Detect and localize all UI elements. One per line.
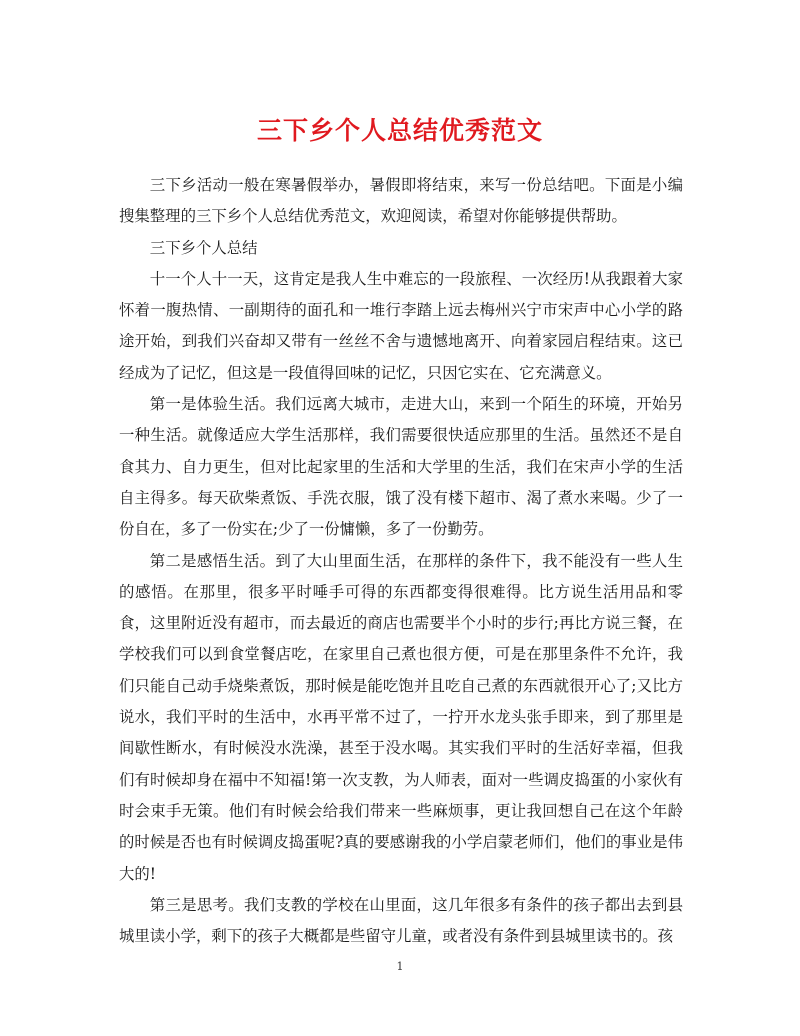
body-paragraph: 第一是体验生活。我们远离大城市，走进大山，来到一个陌生的环境，开始另一种生活。就像适应大学生活那样，我们需要很快适应那里的生活。虽然还不是自食其力、自力更生，但对比起家里的生活和大学里的生活，我们在宋声小学的生活自主得多。每天砍柴煮饭、手洗衣服，饿了没有楼下超市、渴了煮水来喝。少了一份自在，多了一份实在;少了一份慵懒，多了一份勤劳。 — [119, 395, 683, 539]
document-body — [119, 170, 683, 952]
page-number: 1 — [396, 960, 404, 973]
body-paragraph: 第二是感悟生活。到了大山里面生活，在那样的条件下，我不能没有一些人生的感悟。在那里，很多平时唾手可得的东西都变得很难得。比方说生活用品和零食，这里附近没有超市，而去最近的商店也需要半个小时的步行;再比方说三餐，在学校我们可以到食堂餐店吃，在家里自己煮也很方便，可是在那里条件不允许，我们只能自己动手烧柴煮饭，那时候是能吃饱并且吃自己煮的东西就很开心了;又比方说水，我们平时的生活中，水再平常不过了，一拧开水龙头张手即来，到了那里是间歇性断水，有时候没水洗澡，甚至于没水喝。其实我们平时的生活好幸福，但我们有时候却身在福中不知福!第一次支教，为人师表，面对一些调皮捣蛋的小家伙有时会束手无策。他们有时候会给我们带来一些麻烦事，更让我回想自己在这个年龄的时候是否也有时候调皮捣蛋呢?真的要感谢我的小学启蒙老师们，他们的事业是伟大的! — [119, 551, 683, 883]
body-paragraph: 第三是思考。我们支教的学校在山里面，这几年很多有条件的孩子都出去到县城里读小学，剩下的孩子大概都是些留守儿童，或者没有条件到县城里读书的。孩 — [119, 895, 683, 946]
body-paragraph: 十一个人十一天，这肯定是我人生中难忘的一段旅程、一次经历!从我跟着大家怀着一腹热情、一副期待的面孔和一堆行李踏上远去梅州兴宁市宋声中心小学的路途开始，到我们兴奋却又带有一丝丝不舍与遗憾地离开、向着家园启程结束。这已经成为了记忆，但这是一段值得回味的记忆，只因它实在、它充满意义。 — [119, 269, 683, 382]
intro-paragraph: 三下乡活动一般在寒暑假举办，暑假即将结束，来写一份总结吧。下面是小编搜集整理的三下乡个人总结优秀范文，欢迎阅读，希望对你能够提供帮助。 — [119, 176, 683, 226]
section-heading: 三下乡个人总结 — [149, 238, 258, 257]
document-title: 三下乡个人总结优秀范文 — [256, 116, 543, 145]
